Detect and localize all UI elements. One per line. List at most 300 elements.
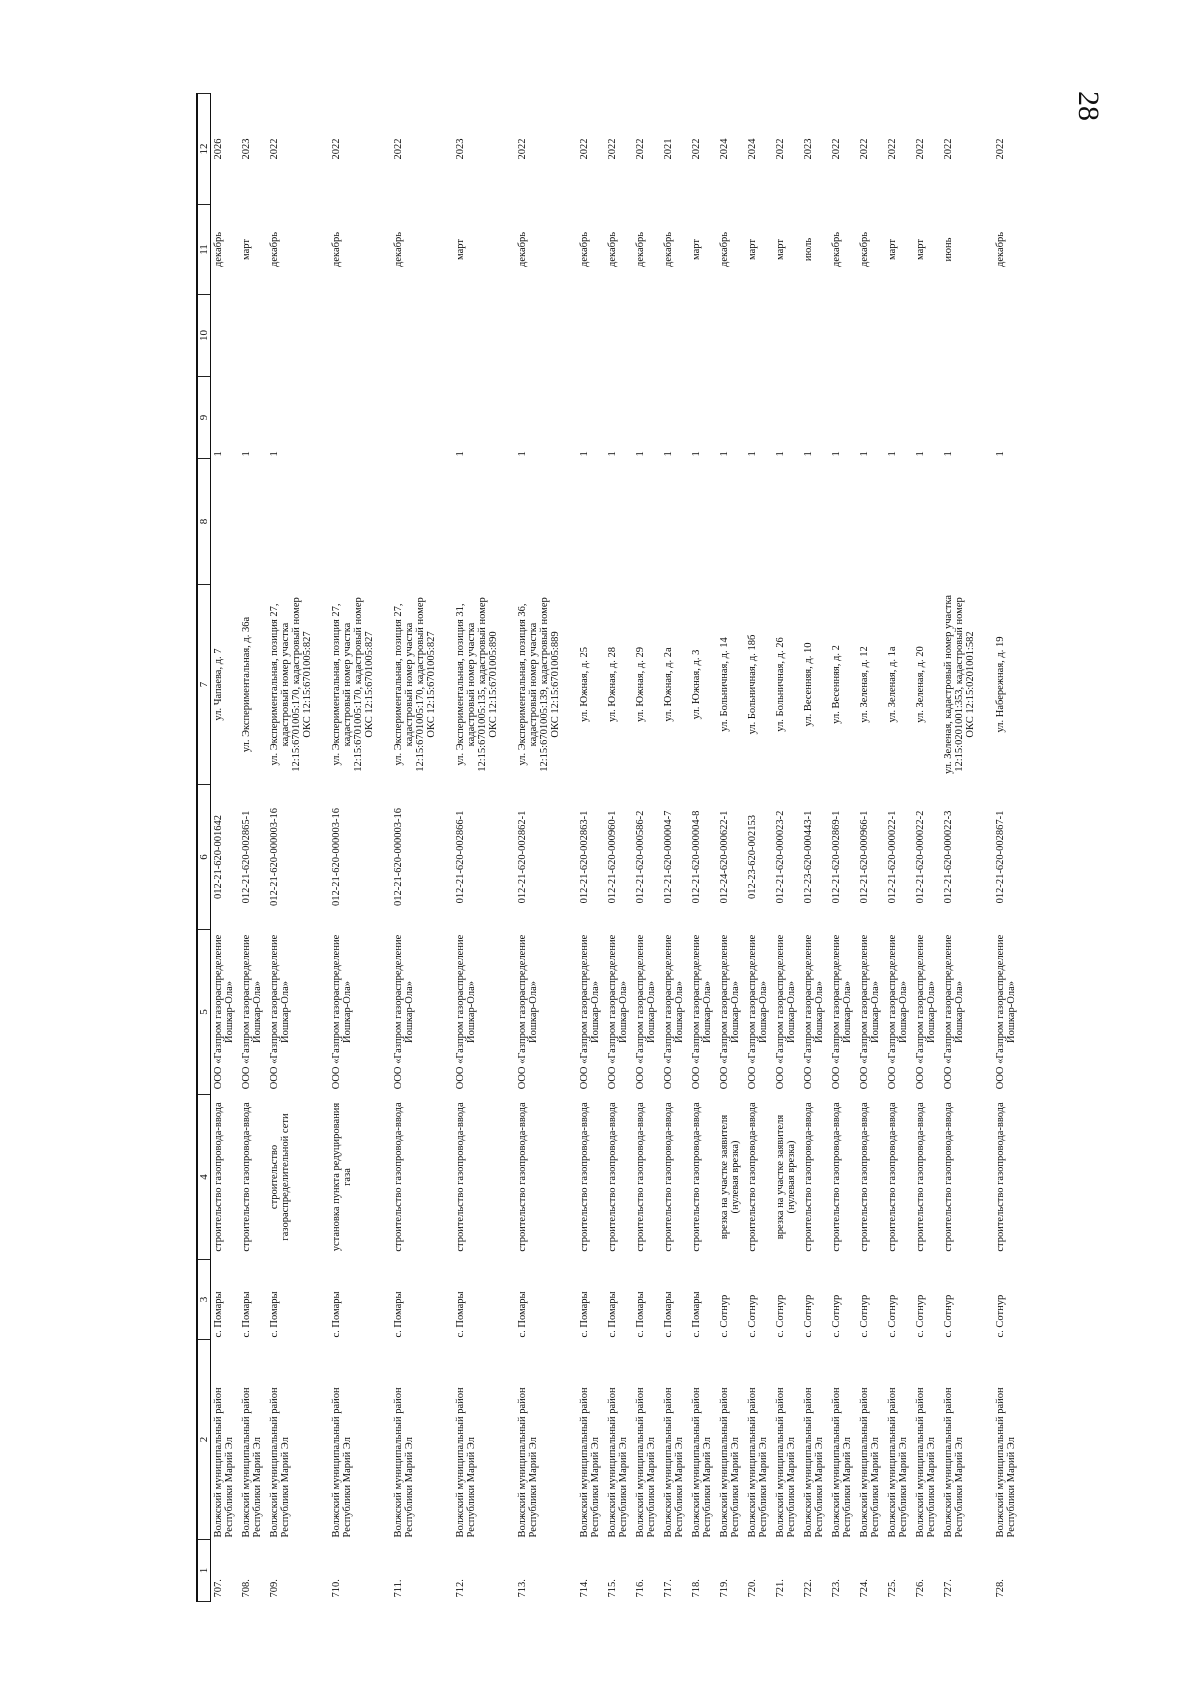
year-cell: 2024 [718, 138, 730, 160]
month-cell: декабрь [330, 232, 342, 267]
year-cell: 2024 [746, 138, 758, 160]
row-number: 712. [454, 1579, 466, 1598]
organization-cell: ООО «Газпром газораспределение Йошкар-Ола» [578, 934, 601, 1090]
quantity-cell: 1 [718, 451, 730, 457]
column-10-cell [689, 295, 717, 377]
application-number-cell: 012-23-620-000443-1 [802, 810, 814, 904]
table-row [885, 94, 913, 1602]
month-cell: март [454, 239, 466, 260]
year-cell: 2026 [213, 138, 224, 160]
year-cell: 2023 [240, 138, 252, 160]
row-number: 726. [914, 1579, 926, 1598]
column-header: 6 [197, 785, 211, 930]
row-number: 708. [240, 1579, 252, 1598]
column-10-cell [515, 295, 577, 377]
quantity-cell: 1 [830, 451, 842, 457]
application-number-cell: 012-21-620-000960-1 [606, 810, 618, 904]
column-10-cell [661, 295, 689, 377]
address-cell: ул. Зеленая, кадастровый номер участка 12:15:0201001:353, кадастровый номер ОКС 12:15:0201001:582 [942, 594, 976, 775]
organization-cell: ООО «Газпром газораспределение Йошкар-Ола» [454, 934, 477, 1090]
year-cell: 2022 [578, 138, 590, 160]
address-cell: ул. Южная, д. 28 [606, 647, 618, 722]
address-cell: ул. Экспериментальная, позиция 27, кадастровый номер участка 12:15:6701005:170, кадастровый номер ОКС 12:15:6701005:827 [392, 597, 437, 772]
column-10-cell [993, 295, 1021, 377]
quantity-cell: 1 [606, 451, 618, 457]
work-type-cell: строительство газопровода-ввода [454, 1102, 466, 1252]
table-row [689, 94, 717, 1602]
row-number: 723. [830, 1579, 842, 1598]
work-type-cell: строительство газопровода-ввода [830, 1102, 842, 1252]
organization-cell: ООО «Газпром газораспределение Йошкар-Ола» [213, 934, 235, 1090]
quantity-cell: 1 [454, 451, 466, 457]
row-number: 728. [994, 1579, 1006, 1598]
year-cell: 2022 [690, 138, 702, 160]
application-number-cell: 012-21-620-000022-2 [914, 810, 926, 904]
column-header: 11 [197, 205, 211, 295]
address-cell: ул. Экспериментальная, позиция 31, кадастровый номер участка 12:15:6701005:135, кадастровый номер ОКС 12:15:6701005:890 [454, 597, 499, 772]
organization-cell: ООО «Газпром газораспределение Йошкар-Ола» [392, 934, 415, 1090]
column-10-cell [329, 295, 391, 377]
work-type-cell: строительство газопровода-ввода [392, 1102, 404, 1252]
table-row [801, 94, 829, 1602]
column-10-cell [801, 295, 829, 377]
address-cell: ул. Экспериментальная, позиция 27, кадастровый номер участка 12:15:6701005:170, кадастровый номер ОКС 12:15:6701005:827 [268, 597, 313, 772]
month-cell: декабрь [662, 232, 674, 267]
village-cell: с. Помары [690, 1291, 702, 1338]
district-cell: Волжский муниципальный район Республики Марий Эл [994, 1387, 1017, 1538]
quantity-cell: 1 [240, 451, 252, 457]
village-cell: с. Сотнур [886, 1294, 898, 1338]
work-type-cell: строительство газопровода-ввода [994, 1102, 1006, 1252]
district-cell: Волжский муниципальный район Республики Марий Эл [634, 1387, 657, 1538]
column-8-cell [773, 459, 801, 585]
organization-cell: ООО «Газпром газораспределение Йошкар-Ола» [662, 934, 685, 1090]
address-cell: ул. Набережная, д. 19 [994, 636, 1006, 733]
district-cell: Волжский муниципальный район Республики Марий Эл [886, 1387, 909, 1538]
organization-cell: ООО «Газпром газораспределение Йошкар-Ола» [634, 934, 657, 1090]
work-type-cell: строительство газопровода-ввода [516, 1102, 528, 1252]
quantity-cell: 1 [746, 451, 758, 457]
column-8-cell [577, 459, 605, 585]
village-cell: с. Помары [240, 1291, 252, 1338]
table-row [239, 94, 267, 1602]
organization-cell: ООО «Газпром газораспределение Йошкар-Ола» [718, 934, 741, 1090]
district-cell: Волжский муниципальный район Республики Марий Эл [774, 1387, 797, 1538]
rotated-page-content [196, 94, 1062, 1602]
address-cell: ул. Зеленая, д. 1а [886, 646, 898, 723]
year-cell: 2022 [830, 138, 842, 160]
table-row [913, 94, 941, 1602]
year-cell: 2022 [858, 138, 870, 160]
month-cell: декабрь [830, 232, 842, 267]
row-number: 717. [662, 1579, 674, 1598]
address-cell: ул. Южная, д. 25 [578, 647, 590, 722]
column-10-cell [605, 295, 633, 377]
column-8-cell [857, 459, 885, 585]
year-cell: 2022 [886, 138, 898, 160]
work-type-cell: строительство газопровода-ввода [942, 1102, 954, 1252]
column-10-cell [267, 295, 329, 377]
district-cell: Волжский муниципальный район Республики Марий Эл [454, 1387, 477, 1538]
month-cell: декабрь [634, 232, 646, 267]
table-row [391, 94, 453, 1602]
work-type-cell: строительство газопровода-ввода [886, 1102, 898, 1252]
year-cell: 2022 [606, 138, 618, 160]
row-number: 709. [268, 1579, 280, 1598]
district-cell: Волжский муниципальный район Республики Марий Эл [914, 1387, 937, 1538]
application-number-cell: 012-23-620-002153 [746, 815, 758, 899]
address-cell: ул. Экспериментальная, позиция 27, кадастровый номер участка 12:15:6701005:170, кадастровый номер ОКС 12:15:6701005:827 [330, 597, 375, 772]
organization-cell: ООО «Газпром газораспределение Йошкар-Ола» [606, 934, 629, 1090]
column-header: 9 [197, 377, 211, 459]
column-header: 8 [197, 459, 211, 585]
column-8-cell [605, 459, 633, 585]
row-number: 710. [330, 1579, 342, 1598]
district-cell: Волжский муниципальный район Республики Марий Эл [213, 1387, 235, 1538]
table-row [857, 94, 885, 1602]
district-cell: Волжский муниципальный район Республики Марий Эл [830, 1387, 853, 1538]
district-cell: Волжский муниципальный район Республики Марий Эл [690, 1387, 713, 1538]
year-cell: 2023 [802, 138, 814, 160]
work-type-cell: установка пункта редуцирования газа [330, 1102, 353, 1252]
month-cell: декабрь [994, 232, 1006, 267]
village-cell: с. Сотнур [746, 1294, 758, 1338]
month-cell: март [774, 239, 786, 260]
column-8-cell [211, 459, 239, 585]
district-cell: Волжский муниципальный район Республики Марий Эл [578, 1387, 601, 1538]
row-number: 716. [634, 1579, 646, 1598]
table-row [577, 94, 605, 1602]
work-type-cell: строительство газопровода-ввода [213, 1102, 224, 1252]
table-row [745, 94, 773, 1602]
village-cell: с. Помары [606, 1291, 618, 1338]
table-row [661, 94, 689, 1602]
column-8-cell [885, 459, 913, 585]
work-type-cell: строительство газопровода-ввода [606, 1102, 618, 1252]
row-number: 713. [516, 1579, 528, 1598]
column-header: 12 [197, 94, 211, 205]
month-cell: декабрь [578, 232, 590, 267]
district-cell: Волжский муниципальный район Республики Марий Эл [516, 1387, 539, 1538]
work-type-cell: строительство газопровода-ввода [634, 1102, 646, 1252]
column-header: 2 [197, 1340, 211, 1540]
column-10-cell [239, 295, 267, 377]
village-cell: с. Сотнур [858, 1294, 870, 1338]
column-8-cell [913, 459, 941, 585]
quantity-cell: 1 [942, 451, 954, 457]
village-cell: с. Сотнур [718, 1294, 730, 1338]
village-cell: с. Сотнур [830, 1294, 842, 1338]
row-number: 722. [802, 1579, 814, 1598]
organization-cell: ООО «Газпром газораспределение Йошкар-Ола» [268, 934, 291, 1090]
column-8-cell [993, 459, 1021, 585]
quantity-cell: 1 [690, 451, 702, 457]
column-10-cell [211, 295, 239, 377]
village-cell: с. Сотнур [994, 1294, 1006, 1338]
quantity-cell: 1 [213, 451, 224, 457]
work-type-cell: строительство газопровода-ввода [746, 1102, 758, 1252]
row-number: 719. [718, 1579, 730, 1598]
work-type-cell: строительство газопровода-ввода [240, 1102, 252, 1252]
column-10-cell [391, 295, 453, 377]
column-8-cell [239, 459, 267, 585]
column-8-cell [391, 459, 453, 585]
village-cell: с. Сотнур [914, 1294, 926, 1338]
village-cell: с. Сотнур [774, 1294, 786, 1338]
column-8-cell [515, 459, 577, 585]
application-number-cell: 012-21-620-000023-2 [774, 810, 786, 904]
column-8-cell [267, 459, 329, 585]
application-number-cell: 012-21-620-000004-8 [690, 810, 702, 904]
address-cell: ул. Южная, д. 29 [634, 647, 646, 722]
table-row [211, 94, 239, 1602]
column-10-cell [913, 295, 941, 377]
work-type-cell: строительство газопровода-ввода [914, 1102, 926, 1252]
month-cell: декабрь [213, 232, 224, 267]
application-number-cell: 012-21-620-002869-1 [830, 810, 842, 904]
month-cell: декабрь [858, 232, 870, 267]
work-type-cell: строительство газопровода-ввода [662, 1102, 674, 1252]
row-number: 707. [213, 1579, 224, 1598]
district-cell: Волжский муниципальный район Республики Марий Эл [746, 1387, 769, 1538]
district-cell: Волжский муниципальный район Республики Марий Эл [802, 1387, 825, 1538]
district-cell: Волжский муниципальный район Республики Марий Эл [392, 1387, 415, 1538]
table-row [267, 94, 329, 1602]
work-type-cell: строительство газораспределительной сети [268, 1113, 291, 1241]
organization-cell: ООО «Газпром газораспределение Йошкар-Ола» [774, 934, 797, 1090]
month-cell: декабрь [606, 232, 618, 267]
quantity-cell: 1 [774, 451, 786, 457]
organization-cell: ООО «Газпром газораспределение Йошкар-Ола» [914, 934, 937, 1090]
village-cell: с. Помары [392, 1291, 404, 1338]
application-number-cell: 012-24-620-000622-1 [718, 810, 730, 904]
organization-cell: ООО «Газпром газораспределение Йошкар-Ола» [830, 934, 853, 1090]
quantity-cell: 1 [662, 451, 674, 457]
application-number-cell: 012-21-620-000003-16 [330, 808, 342, 906]
district-cell: Волжский муниципальный район Республики Марий Эл [606, 1387, 629, 1538]
year-cell: 2021 [662, 138, 674, 160]
year-cell: 2022 [994, 138, 1006, 160]
address-cell: ул. Экспериментальная, позиция 36, кадастровый номер участка 12:15:6701005:139, кадастровый номер ОКС 12:15:6701005:889 [516, 597, 561, 772]
row-number: 724. [858, 1579, 870, 1598]
column-8-cell [453, 459, 515, 585]
quantity-cell: 1 [914, 451, 926, 457]
organization-cell: ООО «Газпром газораспределение Йошкар-Ола» [690, 934, 713, 1090]
quantity-cell: 1 [994, 451, 1006, 457]
column-8-cell [829, 459, 857, 585]
application-number-cell: 012-21-620-002865-1 [240, 810, 252, 904]
district-cell: Волжский муниципальный район Республики Марий Эл [268, 1387, 291, 1538]
column-header: 10 [197, 295, 211, 377]
column-10-cell [941, 295, 993, 377]
quantity-cell: 1 [802, 451, 814, 457]
column-10-cell [829, 295, 857, 377]
table-row [633, 94, 661, 1602]
month-cell: декабрь [516, 232, 528, 267]
address-cell: ул. Южная, д. 2а [662, 647, 674, 722]
row-number: 711. [392, 1579, 404, 1598]
district-cell: Волжский муниципальный район Республики Марий Эл [330, 1387, 353, 1538]
application-number-cell: 012-21-620-002866-1 [454, 810, 466, 904]
address-cell: ул. Больничная, д. 14 [718, 637, 730, 732]
organization-cell: ООО «Газпром газораспределение Йошкар-Ола» [994, 934, 1017, 1090]
year-cell: 2022 [942, 138, 954, 160]
month-cell: март [690, 239, 702, 260]
month-cell: март [886, 239, 898, 260]
column-8-cell [745, 459, 773, 585]
column-10-cell [577, 295, 605, 377]
village-cell: с. Помары [516, 1291, 528, 1338]
month-cell: июль [802, 237, 814, 262]
column-number-row [197, 94, 211, 1602]
district-cell: Волжский муниципальный район Республики Марий Эл [858, 1387, 881, 1538]
month-cell: март [746, 239, 758, 260]
village-cell: с. Помары [662, 1291, 674, 1338]
column-header: 4 [197, 1095, 211, 1260]
application-number-cell: 012-21-620-001642 [213, 815, 224, 899]
quantity-cell: 1 [886, 451, 898, 457]
village-cell: с. Помары [213, 1291, 224, 1338]
column-header: 1 [197, 1540, 211, 1602]
application-number-cell: 012-21-620-000022-3 [942, 810, 954, 904]
organization-cell: ООО «Газпром газораспределение Йошкар-Ола» [886, 934, 909, 1090]
month-cell: декабрь [392, 232, 404, 267]
row-number: 718. [690, 1579, 702, 1598]
year-cell: 2022 [634, 138, 646, 160]
quantity-cell: 1 [634, 451, 646, 457]
column-10-cell [745, 295, 773, 377]
district-cell: Волжский муниципальный район Республики Марий Эл [942, 1387, 965, 1538]
work-type-cell: строительство газопровода-ввода [690, 1102, 702, 1252]
table-row [453, 94, 515, 1602]
table-row [605, 94, 633, 1602]
column-10-cell [773, 295, 801, 377]
quantity-cell: 1 [858, 451, 870, 457]
village-cell: с. Сотнур [802, 1294, 814, 1338]
page-number: 28 [1072, 91, 1105, 121]
application-number-cell: 012-21-620-002863-1 [578, 810, 590, 904]
row-number: 715. [606, 1579, 618, 1598]
organization-cell: ООО «Газпром газораспределение Йошкар-Ола» [330, 934, 353, 1090]
month-cell: декабрь [268, 232, 280, 267]
year-cell: 2022 [516, 138, 528, 160]
application-number-cell: 012-21-620-000003-16 [392, 808, 404, 906]
row-number: 727. [942, 1579, 954, 1598]
column-8-cell [941, 459, 993, 585]
year-cell: 2022 [268, 138, 280, 160]
quantity-cell: 1 [268, 451, 280, 457]
column-header: 5 [197, 930, 211, 1095]
address-cell: ул. Зеленая, д. 20 [914, 646, 926, 723]
village-cell: с. Помары [634, 1291, 646, 1338]
gasification-table [196, 93, 1021, 1602]
work-type-cell: строительство газопровода-ввода [858, 1102, 870, 1252]
column-8-cell [329, 459, 391, 585]
year-cell: 2022 [914, 138, 926, 160]
application-number-cell: 012-21-620-000004-7 [662, 810, 674, 904]
year-cell: 2022 [774, 138, 786, 160]
column-8-cell [661, 459, 689, 585]
work-type-cell: строительство газопровода-ввода [578, 1102, 590, 1252]
village-cell: с. Помары [268, 1291, 280, 1338]
address-cell: ул. Больничная, д. 26 [774, 637, 786, 732]
table-row [941, 94, 993, 1602]
month-cell: декабрь [718, 232, 730, 267]
address-cell: ул. Экспериментальная, д. 36а [240, 616, 252, 753]
column-8-cell [633, 459, 661, 585]
row-number: 721. [774, 1579, 786, 1598]
organization-cell: ООО «Газпром газораспределение Йошкар-Ола» [516, 934, 539, 1090]
quantity-cell: 1 [516, 451, 528, 457]
district-cell: Волжский муниципальный район Республики Марий Эл [662, 1387, 685, 1538]
row-number: 720. [746, 1579, 758, 1598]
address-cell: ул. Чапаева, д. 7 [213, 648, 224, 721]
table-row [717, 94, 745, 1602]
district-cell: Волжский муниципальный район Республики Марий Эл [718, 1387, 741, 1538]
address-cell: ул. Больничная, д. 18б [746, 634, 758, 735]
column-8-cell [689, 459, 717, 585]
application-number-cell: 012-21-620-000003-16 [268, 808, 280, 906]
row-number: 725. [886, 1579, 898, 1598]
district-cell: Волжский муниципальный район Республики Марий Эл [240, 1387, 263, 1538]
column-10-cell [885, 295, 913, 377]
column-header: 7 [197, 585, 211, 785]
organization-cell: ООО «Газпром газораспределение Йошкар-Ола» [240, 934, 263, 1090]
quantity-cell [329, 377, 391, 459]
application-number-cell: 012-21-620-000586-2 [634, 810, 646, 904]
village-cell: с. Сотнур [942, 1294, 954, 1338]
address-cell: ул. Южная, д. 3 [690, 649, 702, 720]
application-number-cell: 012-21-620-000022-1 [886, 810, 898, 904]
village-cell: с. Помары [578, 1291, 590, 1338]
column-8-cell [801, 459, 829, 585]
work-type-cell: строительство газопровода-ввода [802, 1102, 814, 1252]
month-cell: июнь [942, 237, 954, 262]
year-cell: 2022 [392, 138, 404, 160]
work-type-cell: врезка на участке заявителя (нулевая врезка) [774, 1114, 797, 1240]
column-10-cell [453, 295, 515, 377]
row-number: 714. [578, 1579, 590, 1598]
table-row [773, 94, 801, 1602]
quantity-cell: 1 [578, 451, 590, 457]
organization-cell: ООО «Газпром газораспределение Йошкар-Ола» [858, 934, 881, 1090]
column-10-cell [857, 295, 885, 377]
year-cell: 2023 [454, 138, 466, 160]
address-cell: ул. Зеленая, д. 12 [858, 646, 870, 723]
application-number-cell: 012-21-620-002867-1 [994, 810, 1006, 904]
application-number-cell: 012-21-620-000966-1 [858, 810, 870, 904]
address-cell: ул. Весенняя, д. 2 [830, 645, 842, 724]
table-row [515, 94, 577, 1602]
organization-cell: ООО «Газпром газораспределение Йошкар-Ола» [942, 934, 965, 1090]
table-body [211, 94, 1021, 1602]
organization-cell: ООО «Газпром газораспределение Йошкар-Ола» [802, 934, 825, 1090]
application-number-cell: 012-21-620-002862-1 [516, 810, 528, 904]
work-type-cell: врезка на участке заявителя (нулевая врезка) [718, 1114, 741, 1240]
address-cell: ул. Весенняя, д. 10 [802, 642, 814, 727]
column-10-cell [633, 295, 661, 377]
organization-cell: ООО «Газпром газораспределение Йошкар-Ола» [746, 934, 769, 1090]
year-cell: 2022 [330, 138, 342, 160]
table-row [329, 94, 391, 1602]
month-cell: март [240, 239, 252, 260]
column-8-cell [717, 459, 745, 585]
village-cell: с. Помары [330, 1291, 342, 1338]
table-row [993, 94, 1021, 1602]
village-cell: с. Помары [454, 1291, 466, 1338]
month-cell: март [914, 239, 926, 260]
table-row [829, 94, 857, 1602]
